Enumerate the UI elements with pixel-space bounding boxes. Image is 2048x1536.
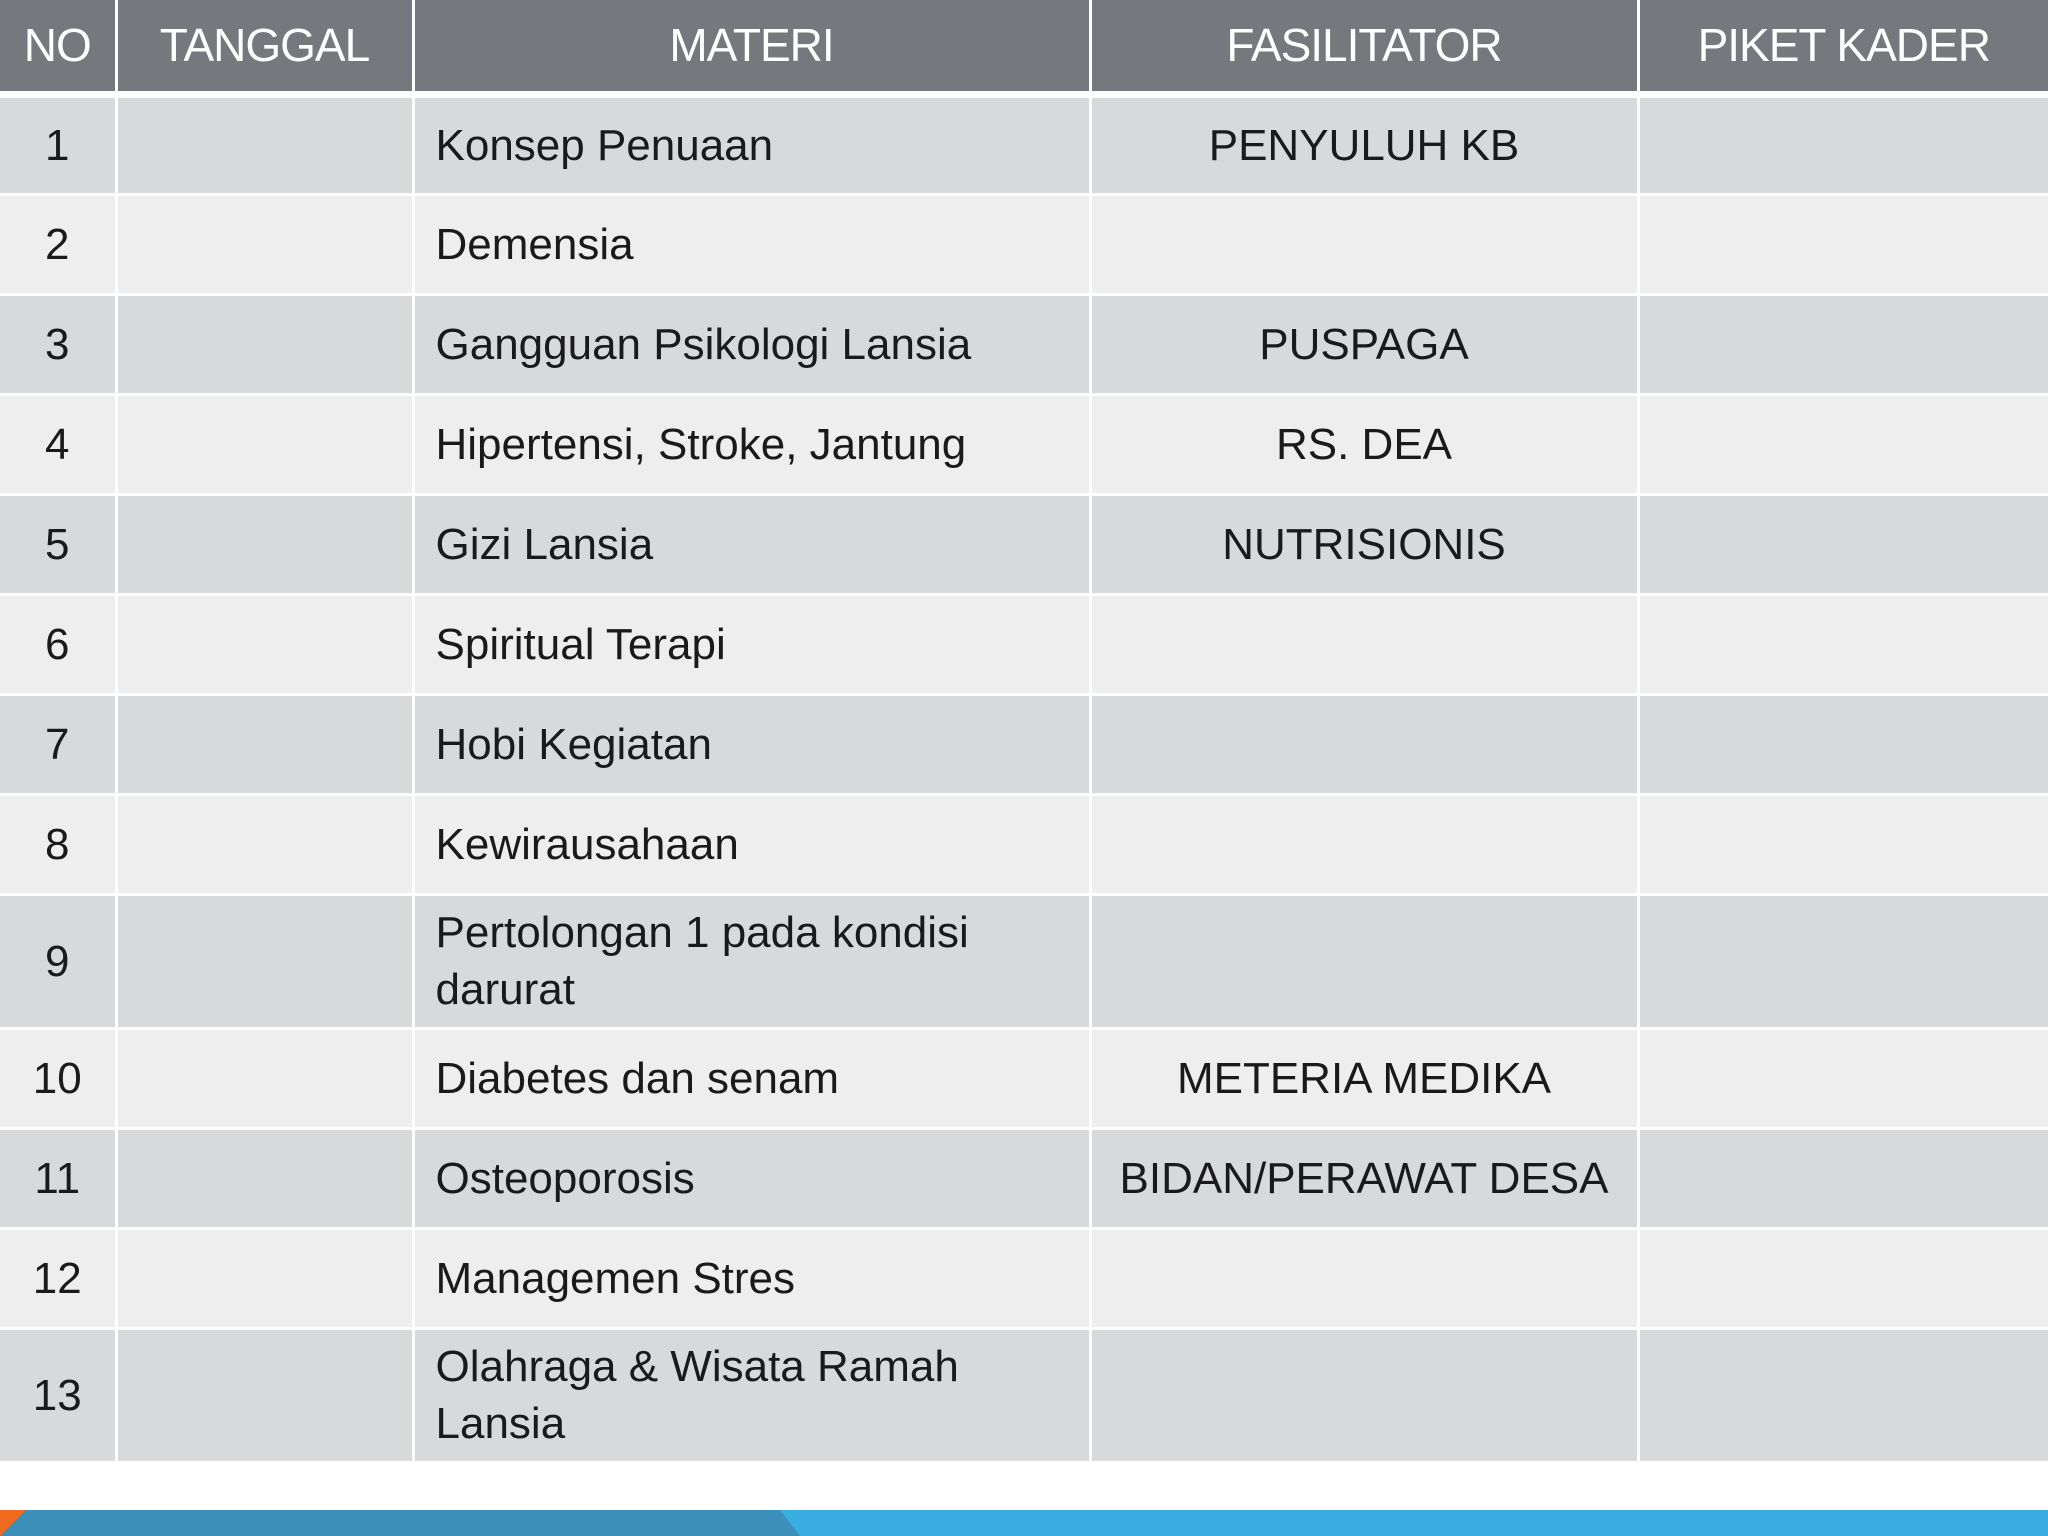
- cell-tanggal: [116, 1328, 413, 1462]
- table-row: [0, 394, 2048, 494]
- table-row: [0, 1128, 2048, 1228]
- cell-piket-kader: [1638, 1128, 2048, 1228]
- cell-piket-kader: [1638, 594, 2048, 694]
- cell-piket-kader: [1638, 794, 2048, 894]
- table-row: [0, 1328, 2048, 1462]
- cell-tanggal: [116, 794, 413, 894]
- cell-materi: Diabetes dan senam: [413, 1028, 1090, 1128]
- cell-fasilitator: PENYULUH KB: [1090, 94, 1638, 194]
- cell-piket-kader: [1638, 294, 2048, 394]
- cell-no: 7: [0, 694, 116, 794]
- cell-materi: Konsep Penuaan: [413, 94, 1090, 194]
- cell-tanggal: [116, 1228, 413, 1328]
- cell-tanggal: [116, 1128, 413, 1228]
- cell-no: 4: [0, 394, 116, 494]
- cell-fasilitator: [1090, 694, 1638, 794]
- cell-no: 3: [0, 294, 116, 394]
- table-row: [0, 594, 2048, 694]
- bottom-accent-bar: [0, 1510, 2048, 1536]
- cell-tanggal: [116, 494, 413, 594]
- cell-fasilitator: BIDAN/PERAWAT DESA: [1090, 1128, 1638, 1228]
- table-row: [0, 94, 2048, 194]
- cell-fasilitator: [1090, 194, 1638, 294]
- cell-tanggal: [116, 694, 413, 794]
- cell-tanggal: [116, 894, 413, 1028]
- cell-fasilitator: [1090, 1228, 1638, 1328]
- cell-no: 13: [0, 1328, 116, 1462]
- cell-no: 1: [0, 94, 116, 194]
- table-row: [0, 1028, 2048, 1128]
- cell-fasilitator: METERIA MEDIKA: [1090, 1028, 1638, 1128]
- cell-piket-kader: [1638, 94, 2048, 194]
- cell-tanggal: [116, 1028, 413, 1128]
- table-row: [0, 494, 2048, 594]
- cell-materi: Hipertensi, Stroke, Jantung: [413, 394, 1090, 494]
- cell-piket-kader: [1638, 1228, 2048, 1328]
- cell-piket-kader: [1638, 1328, 2048, 1462]
- cell-fasilitator: [1090, 794, 1638, 894]
- cell-materi: Spiritual Terapi: [413, 594, 1090, 694]
- table-row: [0, 294, 2048, 394]
- cell-piket-kader: [1638, 394, 2048, 494]
- cell-tanggal: [116, 94, 413, 194]
- cell-no: 6: [0, 594, 116, 694]
- cell-no: 11: [0, 1128, 116, 1228]
- cell-fasilitator: [1090, 594, 1638, 694]
- cell-no: 5: [0, 494, 116, 594]
- cell-piket-kader: [1638, 494, 2048, 594]
- cell-materi: Osteoporosis: [413, 1128, 1090, 1228]
- cell-piket-kader: [1638, 694, 2048, 794]
- cell-piket-kader: [1638, 894, 2048, 1028]
- header-materi: MATERI: [413, 0, 1090, 94]
- cell-fasilitator: [1090, 1328, 1638, 1462]
- cell-piket-kader: [1638, 194, 2048, 294]
- cell-materi: Demensia: [413, 194, 1090, 294]
- cell-tanggal: [116, 294, 413, 394]
- table-row: [0, 794, 2048, 894]
- cell-materi: Gangguan Psikologi Lansia: [413, 294, 1090, 394]
- cell-materi: Pertolongan 1 pada kondisi darurat: [413, 894, 1090, 1028]
- header-no: NO: [0, 0, 116, 94]
- cell-tanggal: [116, 594, 413, 694]
- header-fasilitator: FASILITATOR: [1090, 0, 1638, 94]
- table-row: [0, 894, 2048, 1028]
- cell-no: 2: [0, 194, 116, 294]
- cell-fasilitator: NUTRISIONIS: [1090, 494, 1638, 594]
- table-row: [0, 1228, 2048, 1328]
- cell-fasilitator: RS. DEA: [1090, 394, 1638, 494]
- cell-piket-kader: [1638, 1028, 2048, 1128]
- table-row: [0, 194, 2048, 294]
- cell-fasilitator: PUSPAGA: [1090, 294, 1638, 394]
- cell-materi: Hobi Kegiatan: [413, 694, 1090, 794]
- cell-fasilitator: [1090, 894, 1638, 1028]
- cell-materi: Gizi Lansia: [413, 494, 1090, 594]
- cell-no: 10: [0, 1028, 116, 1128]
- cell-tanggal: [116, 194, 413, 294]
- cell-no: 12: [0, 1228, 116, 1328]
- accent-stripe-dark: [0, 1510, 800, 1536]
- cell-materi: Kewirausahaan: [413, 794, 1090, 894]
- cell-materi: Olahraga & Wisata Ramah Lansia: [413, 1328, 1090, 1462]
- header-row: [0, 0, 2048, 94]
- cell-no: 8: [0, 794, 116, 894]
- cell-materi: Managemen Stres: [413, 1228, 1090, 1328]
- cell-no: 9: [0, 894, 116, 1028]
- header-tanggal: TANGGAL: [116, 0, 413, 94]
- header-piket-kader: PIKET KADER: [1638, 0, 2048, 94]
- cell-tanggal: [116, 394, 413, 494]
- table-row: [0, 694, 2048, 794]
